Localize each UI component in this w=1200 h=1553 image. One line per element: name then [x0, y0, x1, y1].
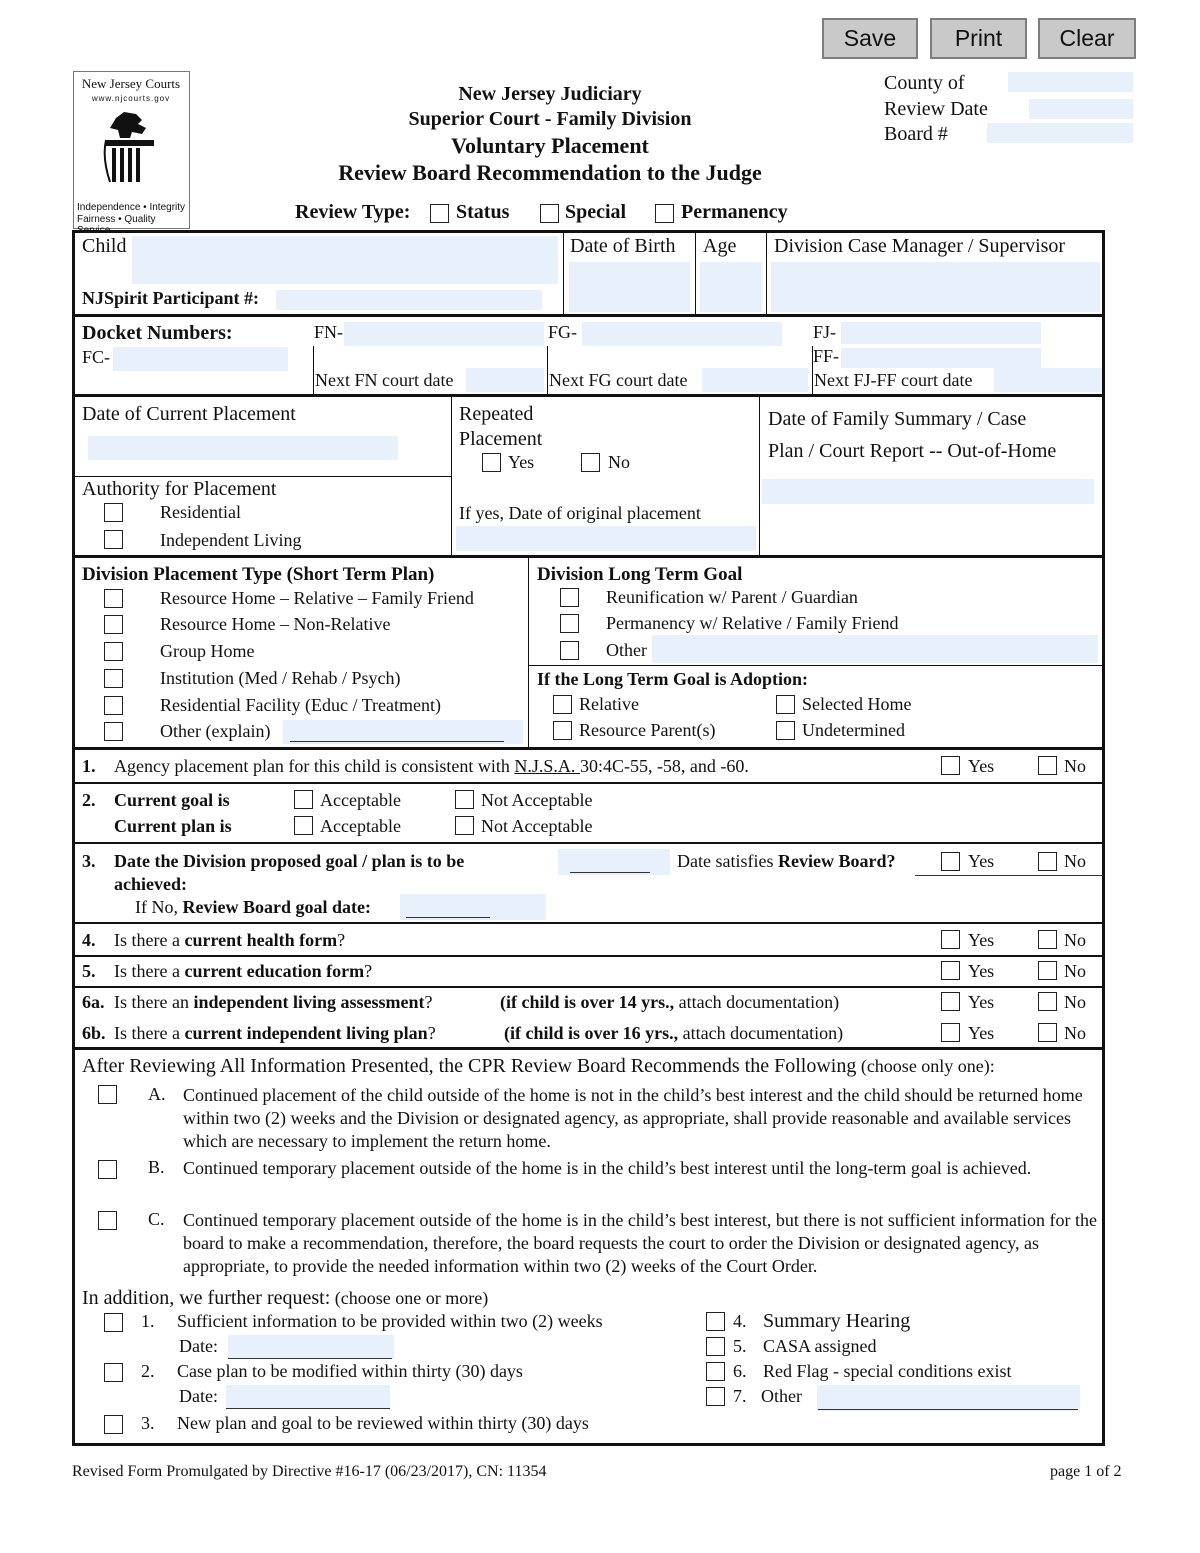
q6b-condition: (if child is over 16 yrs., attach documentation)	[504, 1023, 844, 1043]
fc-field[interactable]	[113, 347, 288, 371]
request-7-number: 7.	[733, 1386, 747, 1406]
placement-type-checkbox[interactable]	[104, 696, 123, 715]
courthouse-emblem-icon	[102, 108, 162, 198]
dob-label: Date of Birth	[570, 235, 676, 257]
q4-yes-label: Yes	[968, 930, 995, 950]
relative-label: Relative	[579, 694, 639, 714]
permanency-checkbox[interactable]	[655, 204, 674, 223]
header-line-2: Superior Court - Family Division	[408, 108, 692, 130]
child-name-field[interactable]	[132, 236, 558, 284]
q6b-text: Is there a current independent living plan?	[114, 1023, 436, 1043]
q4-number: 4.	[82, 930, 96, 950]
q1-number: 1.	[82, 756, 96, 776]
header-line-3: Voluntary Placement	[451, 133, 649, 158]
county-label: County of	[884, 72, 965, 94]
current-placement-date-field[interactable]	[88, 436, 398, 460]
residential-label: Residential	[160, 502, 241, 522]
goal-not-acceptable-label: Not Acceptable	[481, 790, 593, 810]
next-fj-label: Next FJ-FF court date	[814, 370, 973, 390]
logo-tagline-2: Fairness • Quality Service	[77, 214, 156, 236]
request-5-checkbox[interactable]	[706, 1337, 725, 1356]
dcm-field[interactable]	[771, 262, 1100, 312]
q6a-number: 6a.	[82, 992, 105, 1012]
repeated-no-checkbox[interactable]	[581, 453, 600, 472]
q1-no-checkbox[interactable]	[1038, 756, 1057, 775]
selected-home-checkbox[interactable]	[776, 695, 795, 714]
q5-text: Is there a current education form?	[114, 961, 373, 981]
request-7-checkbox[interactable]	[706, 1387, 725, 1406]
undetermined-checkbox[interactable]	[776, 721, 795, 740]
q3-text-1: Date the Division proposed goal / plan is to be	[114, 851, 465, 871]
family-summary-date-field[interactable]	[762, 479, 1094, 504]
placement-type-checkbox[interactable]	[104, 642, 123, 661]
next-fj-date-field[interactable]	[994, 368, 1102, 392]
request-3-number: 3.	[141, 1413, 155, 1433]
option-c-checkbox[interactable]	[98, 1211, 117, 1230]
request-2-label: Case plan to be modified within thirty (30) days	[177, 1361, 523, 1381]
fj-field[interactable]	[841, 322, 1041, 344]
placement-type-label: Resource Home – Non-Relative	[160, 614, 391, 634]
logo-tagline-1: Independence • Integrity	[77, 202, 186, 213]
q5-yes-label: Yes	[968, 961, 995, 981]
request-2-date-field[interactable]	[226, 1385, 390, 1409]
njspirit-field[interactable]	[276, 290, 542, 310]
ltg-other-field[interactable]	[652, 635, 1098, 663]
dcm-label: Division Case Manager / Supervisor	[774, 235, 1066, 257]
fc-label: FC-	[82, 347, 111, 367]
q6a-yes-label: Yes	[968, 992, 995, 1012]
q3-number: 3.	[82, 851, 96, 871]
header-line-1: New Jersey Judiciary	[458, 83, 642, 105]
adoption-title: If the Long Term Goal is Adoption:	[537, 669, 809, 689]
request-7-label: Other	[761, 1386, 802, 1406]
q6b-yes-checkbox[interactable]	[941, 1023, 960, 1042]
q1-yes-checkbox[interactable]	[941, 756, 960, 775]
request-7-other-field[interactable]	[817, 1385, 1080, 1411]
reunification-checkbox[interactable]	[560, 588, 579, 607]
print-button[interactable]: Print	[930, 18, 1027, 59]
relative-checkbox[interactable]	[553, 695, 572, 714]
independent-living-checkbox[interactable]	[104, 530, 123, 549]
goal-acceptable-label: Acceptable	[320, 790, 401, 810]
ltg-other-checkbox[interactable]	[560, 641, 579, 660]
option-a-text: Continued placement of the child outside of the home is not in the child’s best interest and the child should be returned home within two (2) weeks and the Division or designated agency, as appropriate, shall provide reasonable and available services which are necessary to implement the return home.	[183, 1085, 1083, 1151]
q6b-no-label: No	[1064, 1023, 1086, 1043]
repeated-no-label: No	[608, 452, 630, 472]
page-title: Review Board Recommendation to the Judge	[338, 160, 762, 185]
date-satisfies-label: Date satisfies Review Board?	[677, 851, 896, 871]
current-goal-label: Current goal is	[114, 790, 230, 810]
reunification-label: Reunification w/ Parent / Guardian	[606, 587, 858, 607]
review-type-label: Review Type:	[295, 201, 411, 223]
dob-field[interactable]	[569, 262, 690, 312]
review-date-field[interactable]	[1029, 99, 1133, 119]
request-2-date-label: Date:	[179, 1386, 218, 1406]
ltg-other-label: Other	[606, 640, 647, 660]
request-6-checkbox[interactable]	[706, 1362, 725, 1381]
plan-acceptable-checkbox[interactable]	[294, 816, 313, 835]
q3-yes-label: Yes	[968, 851, 995, 871]
goal-not-acceptable-checkbox[interactable]	[455, 790, 474, 809]
family-summary-label-2: Plan / Court Report -- Out-of-Home	[768, 440, 1057, 462]
q2-number: 2.	[82, 790, 96, 810]
family-summary-label-1: Date of Family Summary / Case	[768, 408, 1027, 430]
permanency-relative-checkbox[interactable]	[560, 614, 579, 633]
logo-url: www.njcourts.gov	[91, 94, 171, 103]
next-fn-label: Next FN court date	[315, 370, 454, 390]
permanency-label: Permanency	[681, 201, 788, 223]
age-label: Age	[703, 235, 737, 257]
ff-field[interactable]	[841, 348, 1041, 368]
placement-type-label: Other (explain)	[160, 721, 271, 741]
current-placement-label: Date of Current Placement	[82, 403, 296, 425]
next-fg-date-field[interactable]	[702, 368, 808, 392]
q1-yes-label: Yes	[968, 756, 995, 776]
residential-checkbox[interactable]	[104, 503, 123, 522]
board-label: Board #	[884, 123, 948, 145]
request-4-number: 4.	[733, 1311, 747, 1331]
option-c-label: C.	[148, 1209, 165, 1229]
save-button[interactable]: Save	[822, 18, 918, 59]
q6b-number: 6b.	[82, 1023, 106, 1043]
request-5-label: CASA assigned	[763, 1336, 877, 1356]
repeated-label-1: Repeated	[459, 403, 534, 425]
next-fg-label: Next FG court date	[549, 370, 688, 390]
recommend-title: After Reviewing All Information Presented, the CPR Review Board Recommends the Following (choose only one):	[82, 1055, 995, 1077]
request-1-number: 1.	[141, 1311, 155, 1331]
original-placement-date-field[interactable]	[456, 526, 756, 551]
option-b-label: B.	[148, 1157, 165, 1177]
q6a-condition: (if child is over 14 yrs., attach documentation)	[500, 992, 840, 1012]
q4-no-checkbox[interactable]	[1038, 930, 1057, 949]
q4-text: Is there a current health form?	[114, 930, 346, 950]
request-1-date-label: Date:	[179, 1336, 218, 1356]
q5-no-checkbox[interactable]	[1038, 961, 1057, 980]
request-2-number: 2.	[141, 1361, 155, 1381]
option-b-text: Continued temporary placement outside of the home is in the child’s best interest until the long-term goal is achieved.	[183, 1158, 1032, 1178]
placement-type-checkbox[interactable]	[104, 722, 123, 741]
option-a-checkbox[interactable]	[98, 1085, 117, 1104]
fn-label: FN-	[314, 322, 344, 342]
request-6-label: Red Flag - special conditions exist	[763, 1361, 1012, 1381]
request-1-date-field[interactable]	[228, 1335, 394, 1359]
repeated-yes-checkbox[interactable]	[482, 453, 501, 472]
next-fn-date-field[interactable]	[466, 368, 544, 392]
long-term-goal-title: Division Long Term Goal	[537, 564, 743, 585]
authority-label: Authority for Placement	[82, 478, 277, 500]
fn-field[interactable]	[344, 322, 544, 346]
q5-number: 5.	[82, 961, 96, 981]
q6a-no-checkbox[interactable]	[1038, 992, 1057, 1011]
placement-type-label: Institution (Med / Rehab / Psych)	[160, 668, 401, 688]
clear-button[interactable]: Clear	[1038, 18, 1136, 59]
request-4-checkbox[interactable]	[706, 1312, 725, 1331]
q3-no-checkbox[interactable]	[1038, 852, 1057, 871]
q6a-yes-checkbox[interactable]	[941, 992, 960, 1011]
goal-acceptable-checkbox[interactable]	[294, 790, 313, 809]
request-6-number: 6.	[733, 1361, 747, 1381]
footer-directive: Revised Form Promulgated by Directive #16-17 (06/23/2017), CN: 11354	[72, 1463, 547, 1480]
q6b-yes-label: Yes	[968, 1023, 995, 1043]
request-5-number: 5.	[733, 1336, 747, 1356]
placement-type-label: Group Home	[160, 641, 255, 661]
request-3-label: New plan and goal to be reviewed within thirty (30) days	[177, 1413, 589, 1433]
fg-field[interactable]	[582, 322, 782, 346]
status-label: Status	[456, 201, 510, 223]
placement-type-title: Division Placement Type (Short Term Plan)	[82, 564, 435, 585]
request-1-label: Sufficient information to be provided within two (2) weeks	[177, 1311, 603, 1331]
q3-text-2: achieved:	[114, 874, 187, 894]
option-c-text: Continued temporary placement outside of the home is in the child’s best interest, but there is not sufficient information for the board to make a recommendation, therefore, the board requests the court to order the Division or designated agency, as appropriate, to provide the needed information within two (2) weeks of the Court Order.	[183, 1210, 1097, 1276]
q4-no-label: No	[1064, 930, 1086, 950]
plan-not-acceptable-label: Not Acceptable	[481, 816, 593, 836]
nj-courts-logo	[73, 71, 190, 236]
repeated-label-2: Placement	[459, 428, 543, 450]
age-field[interactable]	[700, 262, 762, 312]
permanency-relative-label: Permanency w/ Relative / Family Friend	[606, 613, 899, 633]
original-placement-label: If yes, Date of original placement	[459, 503, 701, 523]
fj-label: FJ-	[813, 322, 837, 342]
request-3-checkbox[interactable]	[104, 1415, 123, 1434]
placement-type-label: Resource Home – Relative – Family Friend	[160, 588, 474, 608]
resource-parents-checkbox[interactable]	[553, 721, 572, 740]
repeated-yes-label: Yes	[508, 452, 535, 472]
q3-yes-checkbox[interactable]	[941, 852, 960, 871]
q5-no-label: No	[1064, 961, 1086, 981]
resource-parents-label: Resource Parent(s)	[579, 720, 716, 740]
page-number: page 1 of 2	[1050, 1463, 1122, 1480]
ff-label: FF-	[813, 346, 840, 366]
plan-not-acceptable-checkbox[interactable]	[455, 816, 474, 835]
q3-no-label: No	[1064, 851, 1086, 871]
special-label: Special	[565, 201, 627, 223]
plan-acceptable-label: Acceptable	[320, 816, 401, 836]
review-board-goal-date-label: If No, Review Board goal date:	[135, 897, 371, 917]
q5-yes-checkbox[interactable]	[941, 961, 960, 980]
q6a-text: Is there an independent living assessment?	[114, 992, 433, 1012]
placement-type-label: Residential Facility (Educ / Treatment)	[160, 695, 441, 715]
request-4-label: Summary Hearing	[763, 1310, 911, 1332]
review-date-label: Review Date	[884, 98, 988, 120]
q1-text: Agency placement plan for this child is consistent with N.J.S.A. 30:4C-55, -58, and -60.	[114, 756, 749, 776]
fg-label: FG-	[548, 322, 578, 342]
selected-home-label: Selected Home	[802, 694, 912, 714]
q6b-no-checkbox[interactable]	[1038, 1023, 1057, 1042]
q6a-no-label: No	[1064, 992, 1086, 1012]
undetermined-label: Undetermined	[802, 720, 905, 740]
docket-label: Docket Numbers:	[82, 322, 233, 344]
addition-title: In addition, we further request: (choose one or more)	[82, 1287, 489, 1309]
child-label: Child	[82, 235, 127, 257]
njspirit-label: NJSpirit Participant #:	[82, 288, 259, 308]
county-field[interactable]	[1008, 72, 1133, 92]
placement-type-checkbox[interactable]	[104, 669, 123, 688]
option-a-label: A.	[148, 1084, 166, 1104]
current-plan-label: Current plan is	[114, 816, 232, 836]
q4-yes-checkbox[interactable]	[941, 930, 960, 949]
logo-name: New Jersey Courts	[81, 76, 181, 91]
request-2-checkbox[interactable]	[104, 1363, 123, 1382]
board-number-field[interactable]	[987, 123, 1133, 143]
request-1-checkbox[interactable]	[104, 1313, 123, 1332]
placement-type-checkbox[interactable]	[104, 615, 123, 634]
independent-living-label: Independent Living	[160, 530, 302, 550]
placement-type-checkbox[interactable]	[104, 589, 123, 608]
special-checkbox[interactable]	[540, 204, 559, 223]
status-checkbox[interactable]	[430, 204, 449, 223]
q1-no-label: No	[1064, 756, 1086, 776]
option-b-checkbox[interactable]	[98, 1160, 117, 1179]
